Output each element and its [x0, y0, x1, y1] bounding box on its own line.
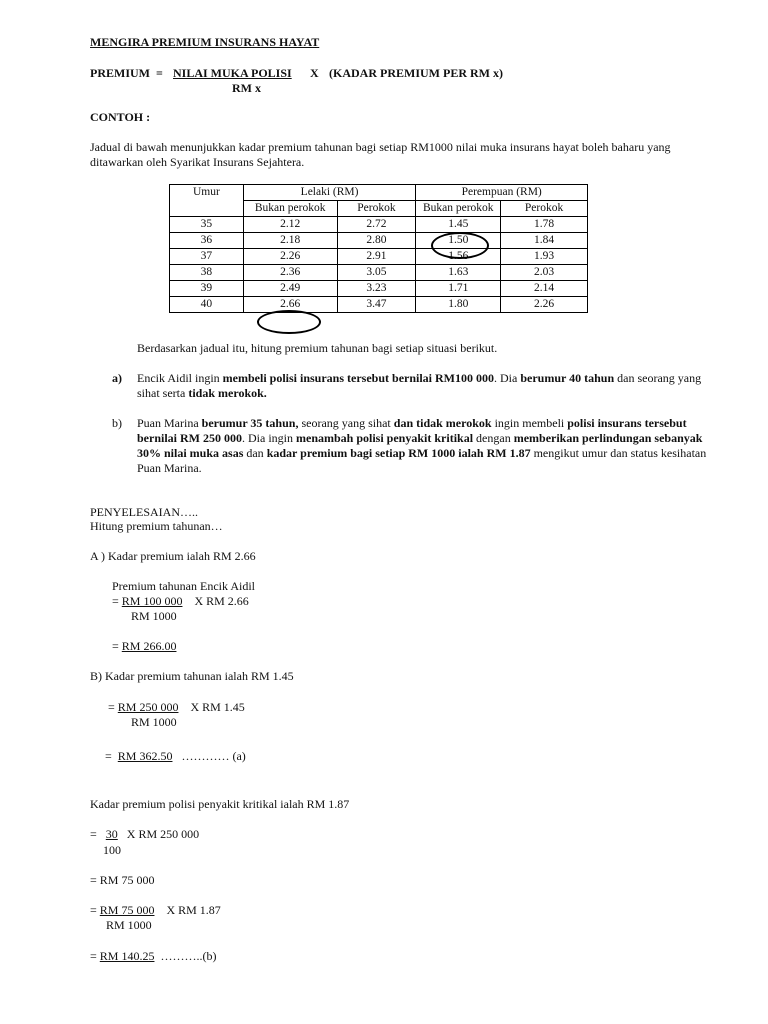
solution-subheading: Hitung premium tahunan… [90, 519, 223, 533]
header-age: Umur [170, 185, 244, 217]
page-title: MENGIRA PREMIUM INSURANS HAYAT [90, 35, 320, 49]
formula-denominator: RM x [232, 81, 261, 95]
question-a-label: a) [112, 371, 122, 385]
cell-female-smoker: 2.26 [501, 297, 588, 313]
circle-annotation-1.45 [431, 232, 489, 259]
solution-c-denominator: 100 [103, 843, 121, 857]
question-a-text: Encik Aidil ingin membeli polisi insurans tersebut bernilai RM100 000. Dia berumur 40 tahun dan seorang yang sihat serta tidak merokok. [137, 371, 702, 400]
solution-c-result: = RM 75 000 [90, 873, 155, 887]
solution-d-denominator: RM 1000 [106, 918, 152, 932]
question-b-label: b) [112, 416, 122, 430]
cell-male-nonsmoker: 2.49 [243, 281, 337, 297]
solution-a-label: A ) Kadar premium ialah RM 2.66 [90, 549, 256, 563]
cell-female-nonsmoker: 1.80 [416, 297, 501, 313]
example-heading: CONTOH : [90, 110, 151, 124]
cell-male-smoker: 2.72 [337, 217, 416, 233]
cell-female-smoker: 2.03 [501, 265, 588, 281]
formula-times: X [310, 66, 319, 80]
solution-b-label: B) Kadar premium tahunan ialah RM 1.45 [90, 669, 294, 683]
cell-female-nonsmoker: 1.63 [416, 265, 501, 281]
cell-male-smoker: 3.05 [337, 265, 416, 281]
instruction-line: Berdasarkan jadual itu, hitung premium tahunan bagi setiap situasi berikut. [137, 341, 498, 355]
solution-d-step1: = RM 75 000 X RM 1.87 [90, 903, 221, 917]
cell-male-nonsmoker: 2.26 [243, 249, 337, 265]
cell-age: 40 [170, 297, 244, 313]
table-row [170, 233, 588, 249]
cell-female-smoker: 2.14 [501, 281, 588, 297]
subheader-male-smoker: Perokok [337, 201, 416, 217]
cell-female-nonsmoker: 1.56 [416, 249, 501, 265]
cell-male-smoker: 3.47 [337, 297, 416, 313]
solution-a-denominator: RM 1000 [131, 609, 177, 623]
table-row [170, 281, 588, 297]
cell-female-nonsmoker: 1.71 [416, 281, 501, 297]
cell-male-nonsmoker: 2.36 [243, 265, 337, 281]
table-row [170, 297, 588, 313]
solution-b-result: = RM 362.50 ………… (a) [105, 749, 246, 763]
cell-female-smoker: 1.84 [501, 233, 588, 249]
solution-heading: PENYELESAIAN….. [90, 505, 198, 519]
subheader-female-smoker: Perokok [501, 201, 588, 217]
circle-annotation-2.66 [257, 310, 321, 334]
solution-c-step1: = 30 X RM 250 000 [90, 827, 200, 841]
cell-male-nonsmoker: 2.66 [243, 297, 337, 313]
cell-female-nonsmoker: 1.45 [416, 217, 501, 233]
intro-paragraph: Jadual di bawah menunjukkan kadar premium tahunan bagi setiap RM1000 nilai muka insurans hayat boleh baharu yang ditawarkan oleh Syarikat Insurans Sejahtera. [90, 140, 671, 169]
solution-a-result: = RM 266.00 [112, 639, 177, 653]
formula-eq: = [156, 66, 163, 80]
cell-male-smoker: 2.80 [337, 233, 416, 249]
subheader-female-nonsmoker: Bukan perokok [416, 201, 501, 217]
formula-rhs: (KADAR PREMIUM PER RM x) [329, 66, 503, 80]
cell-male-nonsmoker: 2.12 [243, 217, 337, 233]
formula-numerator: NILAI MUKA POLISI [173, 66, 292, 80]
formula-lhs: PREMIUM [90, 66, 150, 80]
cell-male-smoker: 2.91 [337, 249, 416, 265]
cell-female-nonsmoker: 1.50 [416, 233, 501, 249]
solution-b-step1: = RM 250 000 X RM 1.45 [108, 700, 245, 714]
cell-male-smoker: 3.23 [337, 281, 416, 297]
cell-age: 39 [170, 281, 244, 297]
solution-d-result: = RM 140.25 ………..(b) [90, 949, 217, 963]
header-female: Perempuan (RM) [416, 185, 588, 201]
cell-female-smoker: 1.78 [501, 217, 588, 233]
question-b-text: Puan Marina berumur 35 tahun, seorang yang sihat dan tidak merokok ingin membeli polisi insurans tersebut bernilai RM 250 000. Dia ingin menambah polisi penyakit kritikal dengan memberikan perlindungan sebanyak 30% nilai muka asas dan kadar premium bagi setiap RM 1000 ialah RM 1.87 mengikut umur dan status kesihatan Puan Marina. [137, 416, 707, 475]
table-row [170, 265, 588, 281]
solution-a-step1: = RM 100 000 X RM 2.66 [112, 594, 249, 608]
table-row [170, 249, 588, 265]
cell-age: 36 [170, 233, 244, 249]
cell-age: 37 [170, 249, 244, 265]
premium-rate-table [169, 184, 588, 313]
cell-age: 38 [170, 265, 244, 281]
cell-age: 35 [170, 217, 244, 233]
header-male: Lelaki (RM) [243, 185, 416, 201]
solution-a-line1: Premium tahunan Encik Aidil [112, 579, 255, 593]
critical-illness-line: Kadar premium polisi penyakit kritikal ialah RM 1.87 [90, 797, 350, 811]
cell-male-nonsmoker: 2.18 [243, 233, 337, 249]
table-row [170, 217, 588, 233]
subheader-male-nonsmoker: Bukan perokok [243, 201, 337, 217]
solution-b-denominator: RM 1000 [131, 715, 177, 729]
cell-female-smoker: 1.93 [501, 249, 588, 265]
